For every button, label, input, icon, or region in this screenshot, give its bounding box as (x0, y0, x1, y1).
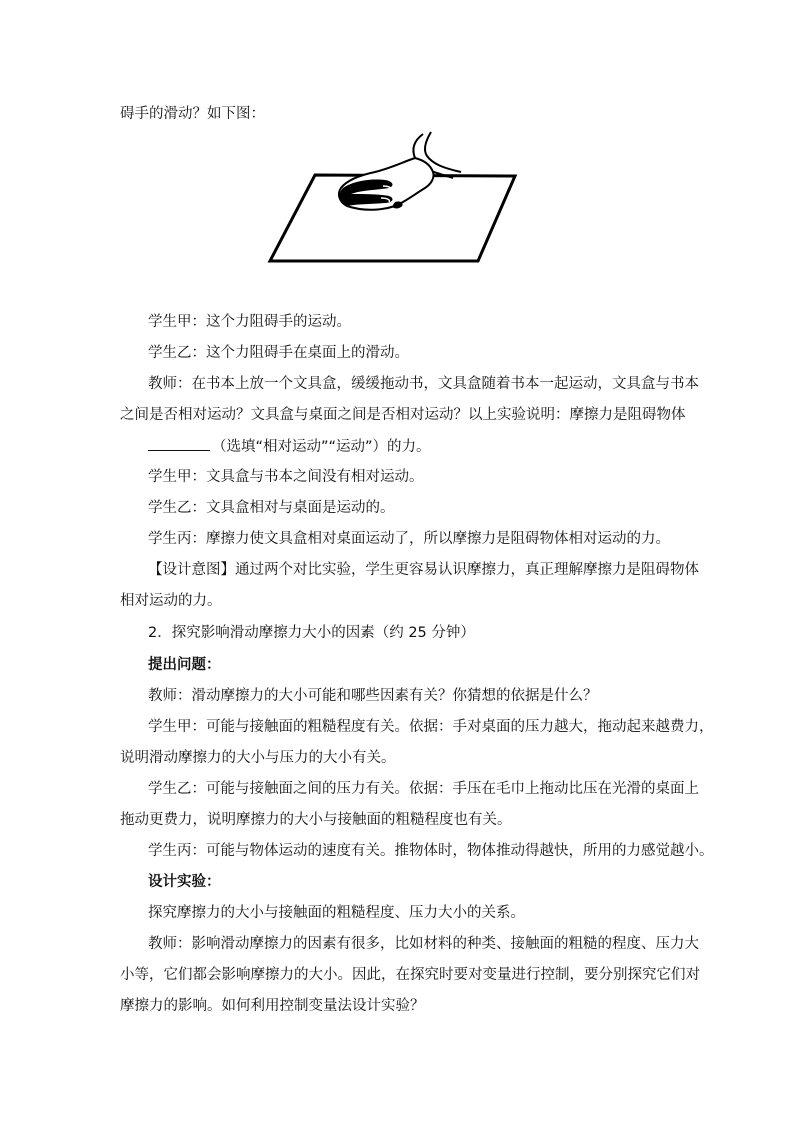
text-line: 摩擦力的影响。如何利用控制变量法设计实验？ (120, 998, 425, 1014)
text-line: 相对运动的力。 (120, 593, 222, 609)
fill-in-line (148, 436, 708, 457)
text-line: 拖动更费力，说明摩擦力的大小与接触面的粗糙程度也有关。 (120, 812, 512, 828)
section-heading: 2．探究影响滑动摩擦力大小的因素（约 25 分钟） (148, 625, 475, 641)
text-line: 教师：影响滑动摩擦力的因素有很多，比如材料的种类、接触面的粗糙的程度、压力大 (148, 936, 699, 952)
text-line: 学生丙：摩擦力使文具盒相对桌面运动了，所以摩擦力是阻碍物体相对运动的力。 (148, 531, 670, 547)
hand-on-desk-illustration (265, 128, 520, 268)
text-line: 教师：在书本上放一个文具盒，缓缓拖动书，文具盒随着书本一起运动，文具盒与书本 (148, 376, 699, 392)
text-line: 教师：滑动摩擦力的大小可能和哪些因素有关？你猜想的依据是什么？ (148, 688, 598, 704)
subheading: 提出问题： (148, 657, 221, 673)
text-line: （选填“相对运动”“运动”）的力。 (212, 439, 431, 455)
subheading: 设计实验： (148, 874, 221, 890)
text-line: 学生丙：可能与物体运动的速度有关。推物体时，物体推动得越快，所用的力感觉越小。 (148, 843, 714, 859)
text-line: 学生甲：可能与接触面的粗糙程度有关。依据：手对桌面的压力越大，拖动起来越费力， (148, 719, 714, 735)
text-line: 学生甲：文具盒与书本之间没有相对运动。 (148, 469, 424, 485)
text-line: 说明滑动摩擦力的大小与压力的大小有关。 (120, 750, 396, 766)
text-line: 小等，它们都会影响摩擦力的大小。因此，在探究时要对变量进行控制，要分别探究它们对 (120, 967, 700, 983)
text-line: 学生乙：这个力阻碍手在桌面上的滑动。 (148, 345, 409, 361)
text-line: 碍手的滑动？如下图： (120, 106, 265, 122)
answer-blank[interactable] (148, 436, 210, 451)
text-line: 之间是否相对运动？文具盒与桌面之间是否相对运动？以上实验说明：摩擦力是阻碍物体 (120, 407, 686, 423)
text-line: 学生乙：文具盒相对与桌面是运动的。 (148, 500, 395, 516)
text-line: 学生甲：这个力阻碍手的运动。 (148, 314, 351, 330)
text-line: 学生乙：可能与接触面之间的压力有关。依据：手压在毛巾上拖动比压在光滑的桌面上 (148, 781, 699, 797)
text-line: 探究摩擦力的大小与接触面的粗糙程度、压力大小的关系。 (148, 905, 525, 921)
text-line: 【设计意图】通过两个对比实验，学生更容易认识摩擦力，真正理解摩擦力是阻碍物体 (148, 562, 699, 578)
